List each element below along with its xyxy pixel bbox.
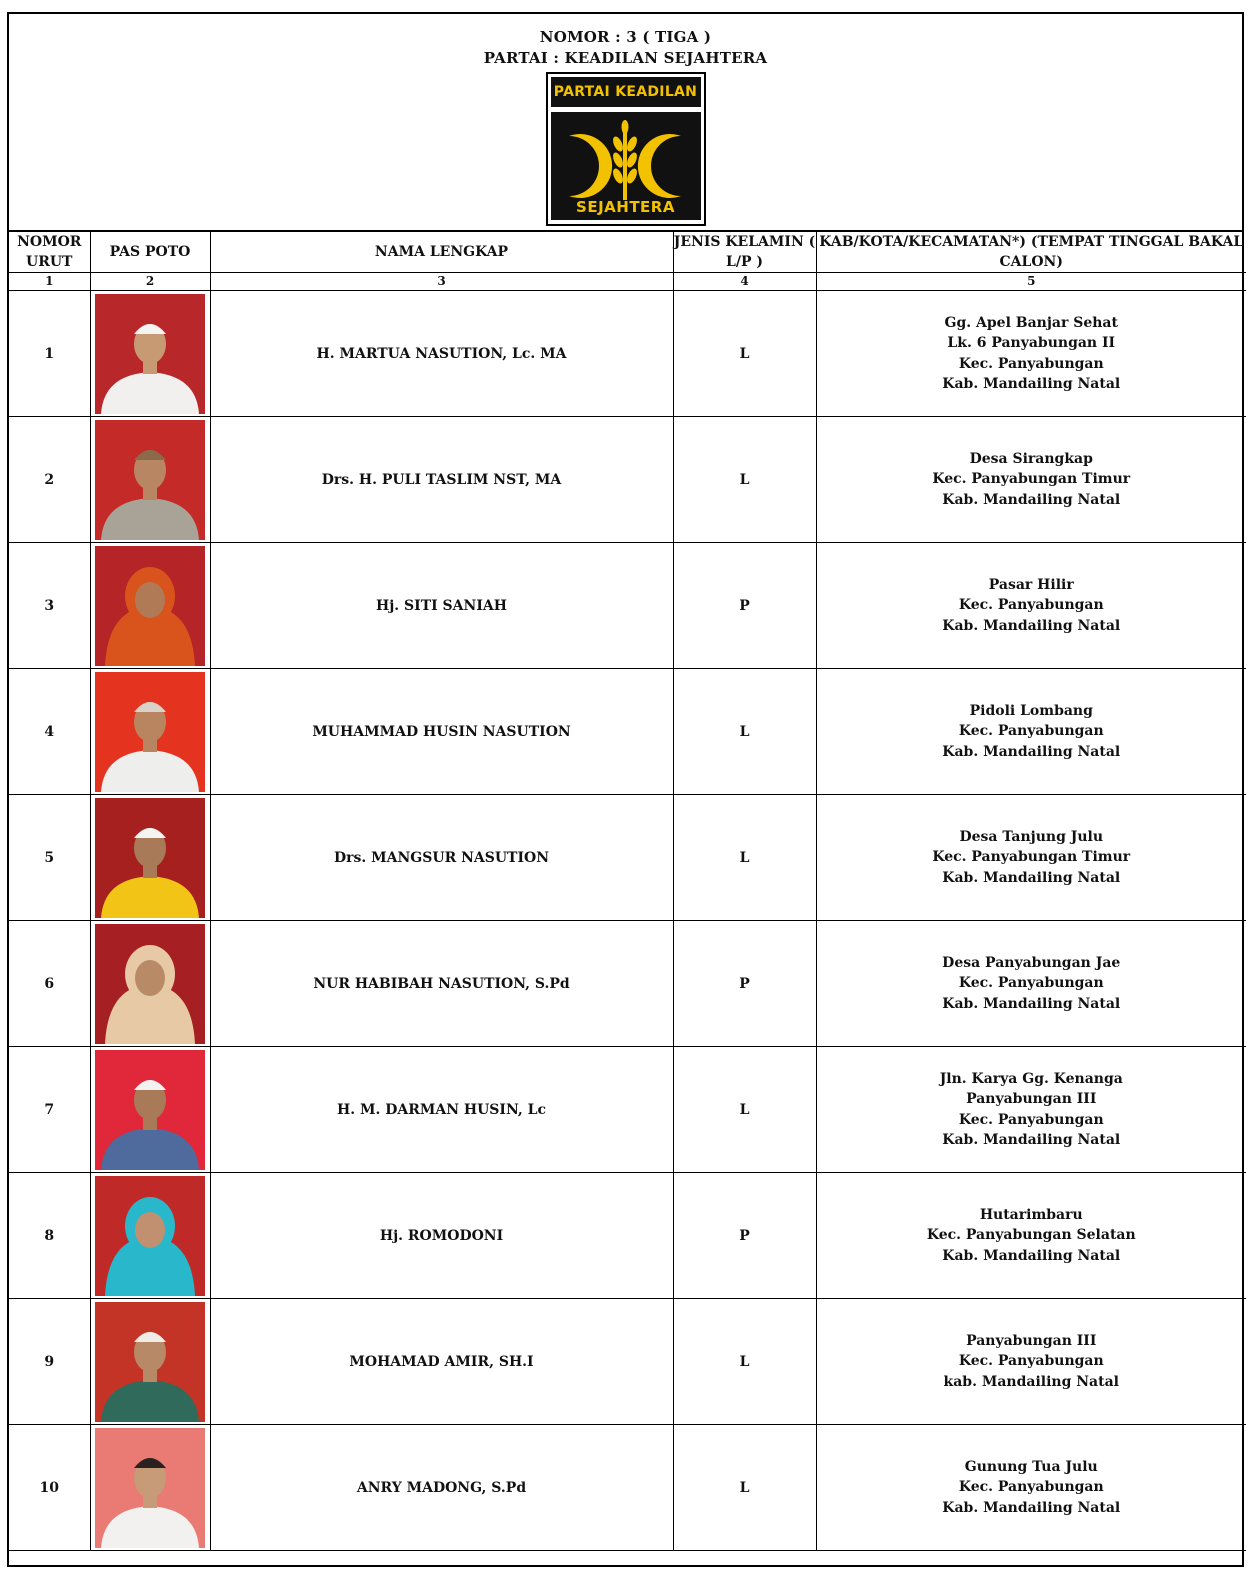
candidate-gender: L (673, 291, 816, 417)
candidate-address (816, 1425, 1246, 1551)
candidate-photo-cell (90, 543, 210, 669)
address-line: Kec. Panyabungan (958, 975, 1104, 992)
col-header-tempat-tinggal: KAB/KOTA/KECAMATAN*) (TEMPAT TINGGAL BAKAL CALON) (816, 232, 1246, 273)
candidate-photo (95, 924, 205, 1044)
address-line: Kec. Panyabungan (958, 355, 1104, 372)
candidate-photo (95, 1176, 205, 1296)
candidate-photo (95, 672, 205, 792)
logo-bottom-text: SEJAHTERA (576, 198, 675, 216)
address-line: Desa Sirangkap (969, 450, 1093, 467)
candidate-name: Drs. MANGSUR NASUTION (210, 795, 673, 921)
candidate-number: 4 (9, 669, 90, 795)
candidate-number: 8 (9, 1173, 90, 1299)
candidate-photo-cell (90, 1299, 210, 1425)
candidate-gender: L (673, 417, 816, 543)
candidate-photo (95, 1302, 205, 1422)
address-line: Desa Tanjung Julu (959, 828, 1104, 845)
candidate-number: 3 (9, 543, 90, 669)
candidate-gender: L (673, 1425, 816, 1551)
candidate-number: 10 (9, 1425, 90, 1551)
address-line: Gunung Tua Julu (964, 1458, 1098, 1475)
candidate-gender: P (673, 921, 816, 1047)
logo-top-text: PARTAI KEADILAN (551, 77, 701, 107)
address-line: Kec. Panyabungan (958, 1353, 1104, 1370)
candidate-row (9, 417, 1246, 543)
col-number: 4 (673, 273, 816, 291)
candidate-row (9, 1173, 1246, 1299)
candidate-row (9, 1425, 1246, 1551)
address-line: Kec. Panyabungan Timur (932, 849, 1131, 866)
address-line: kab. Mandailing Natal (943, 1373, 1119, 1390)
candidate-photo (95, 1428, 205, 1548)
candidate-address (816, 417, 1246, 543)
candidate-table (9, 232, 1246, 1551)
candidate-gender: P (673, 1173, 816, 1299)
logo-emblem (551, 112, 701, 220)
candidate-name: H. M. DARMAN HUSIN, Lc (210, 1047, 673, 1173)
address-line: Kec. Panyabungan Selatan (926, 1227, 1136, 1244)
candidate-address (816, 1047, 1246, 1173)
col-header-nama-lengkap: NAMA LENGKAP (210, 232, 673, 273)
nomor-title: NOMOR : 3 ( TIGA ) (539, 28, 712, 46)
candidate-name: MOHAMAD AMIR, SH.I (210, 1299, 673, 1425)
candidate-number: 2 (9, 417, 90, 543)
address-line: Lk. 6 Panyabungan II (947, 335, 1116, 351)
candidate-photo (95, 798, 205, 918)
address-line: Kec. Panyabungan (958, 1111, 1104, 1128)
candidate-name: Hj. SITI SANIAH (210, 543, 673, 669)
address-line: Kec. Panyabungan Timur (932, 471, 1131, 488)
candidate-number: 1 (9, 291, 90, 417)
candidate-row (9, 669, 1246, 795)
candidate-name: NUR HABIBAH NASUTION, S.Pd (210, 921, 673, 1047)
col-header-pas-poto: PAS POTO (90, 232, 210, 273)
candidate-name: H. MARTUA NASUTION, Lc. MA (210, 291, 673, 417)
address-line: Desa Panyabungan Jae (942, 954, 1121, 971)
col-number: 5 (816, 273, 1246, 291)
candidate-gender: L (673, 1299, 816, 1425)
col-number: 3 (210, 273, 673, 291)
partai-title: PARTAI : KEADILAN SEJAHTERA (483, 49, 768, 67)
candidate-address (816, 1299, 1246, 1425)
candidate-gender: L (673, 795, 816, 921)
candidate-row (9, 1299, 1246, 1425)
address-line: Kab. Mandailing Natal (942, 743, 1121, 760)
candidate-name: Hj. ROMODONI (210, 1173, 673, 1299)
sheet-header (9, 14, 1242, 232)
candidate-number: 7 (9, 1047, 90, 1173)
address-line: Kab. Mandailing Natal (942, 1132, 1121, 1148)
candidate-row (9, 921, 1246, 1047)
candidate-photo-cell (90, 1425, 210, 1551)
column-number-row (9, 273, 1246, 291)
candidate-photo (95, 1050, 205, 1170)
address-line: Panyabungan III (966, 1332, 1097, 1349)
candidate-gender: P (673, 543, 816, 669)
candidate-name: MUHAMMAD HUSIN NASUTION (210, 669, 673, 795)
candidate-photo (95, 546, 205, 666)
candidate-address (816, 921, 1246, 1047)
candidate-photo (95, 420, 205, 540)
candidate-name: ANRY MADONG, S.Pd (210, 1425, 673, 1551)
candidate-number: 5 (9, 795, 90, 921)
column-header-row (9, 232, 1246, 273)
address-line: Pasar Hilir (988, 576, 1074, 593)
candidate-photo-cell (90, 417, 210, 543)
candidate-row (9, 543, 1246, 669)
address-line: Kab. Mandailing Natal (942, 1499, 1121, 1516)
col-number: 2 (90, 273, 210, 291)
address-line: Kec. Panyabungan (958, 723, 1104, 740)
address-line: Pidoli Lombang (969, 702, 1093, 719)
candidate-photo (95, 294, 205, 414)
address-line: Kab. Mandailing Natal (942, 376, 1121, 392)
candidate-address (816, 795, 1246, 921)
candidate-address (816, 543, 1246, 669)
candidate-number: 9 (9, 1299, 90, 1425)
candidate-address (816, 291, 1246, 417)
candidate-gender: L (673, 669, 816, 795)
candidate-number: 6 (9, 921, 90, 1047)
address-line: Gg. Apel Banjar Sehat (944, 314, 1118, 331)
candidate-photo-cell (90, 669, 210, 795)
candidate-row (9, 795, 1246, 921)
candidate-address (816, 669, 1246, 795)
address-line: Panyabungan III (966, 1091, 1097, 1107)
candidate-photo-cell (90, 1047, 210, 1173)
address-line: Kec. Panyabungan (958, 597, 1104, 614)
col-header-jenis-kelamin: JENIS KELAMIN ( L/P ) (673, 232, 816, 273)
candidate-photo-cell (90, 795, 210, 921)
candidate-photo-cell (90, 921, 210, 1047)
address-line: Kab. Mandailing Natal (942, 491, 1121, 508)
col-number: 1 (9, 273, 90, 291)
candidate-photo-cell (90, 291, 210, 417)
candidate-row (9, 1047, 1246, 1173)
candidate-sheet (7, 12, 1244, 1567)
address-line: Kab. Mandailing Natal (942, 1247, 1121, 1264)
address-line: Kab. Mandailing Natal (942, 995, 1121, 1012)
candidate-row (9, 291, 1246, 417)
candidate-address (816, 1173, 1246, 1299)
col-header-nomor-urut: NOMOR URUT (9, 232, 90, 273)
candidate-rows (9, 291, 1246, 1551)
address-line: Hutarimbaru (979, 1206, 1083, 1223)
party-logo (546, 72, 706, 226)
candidate-name: Drs. H. PULI TASLIM NST, MA (210, 417, 673, 543)
candidate-gender: L (673, 1047, 816, 1173)
address-line: Kec. Panyabungan (958, 1479, 1104, 1496)
address-line: Kab. Mandailing Natal (942, 869, 1121, 886)
address-line: Kab. Mandailing Natal (942, 617, 1121, 634)
address-line: Jln. Karya Gg. Kenanga (939, 1070, 1123, 1087)
candidate-photo-cell (90, 1173, 210, 1299)
